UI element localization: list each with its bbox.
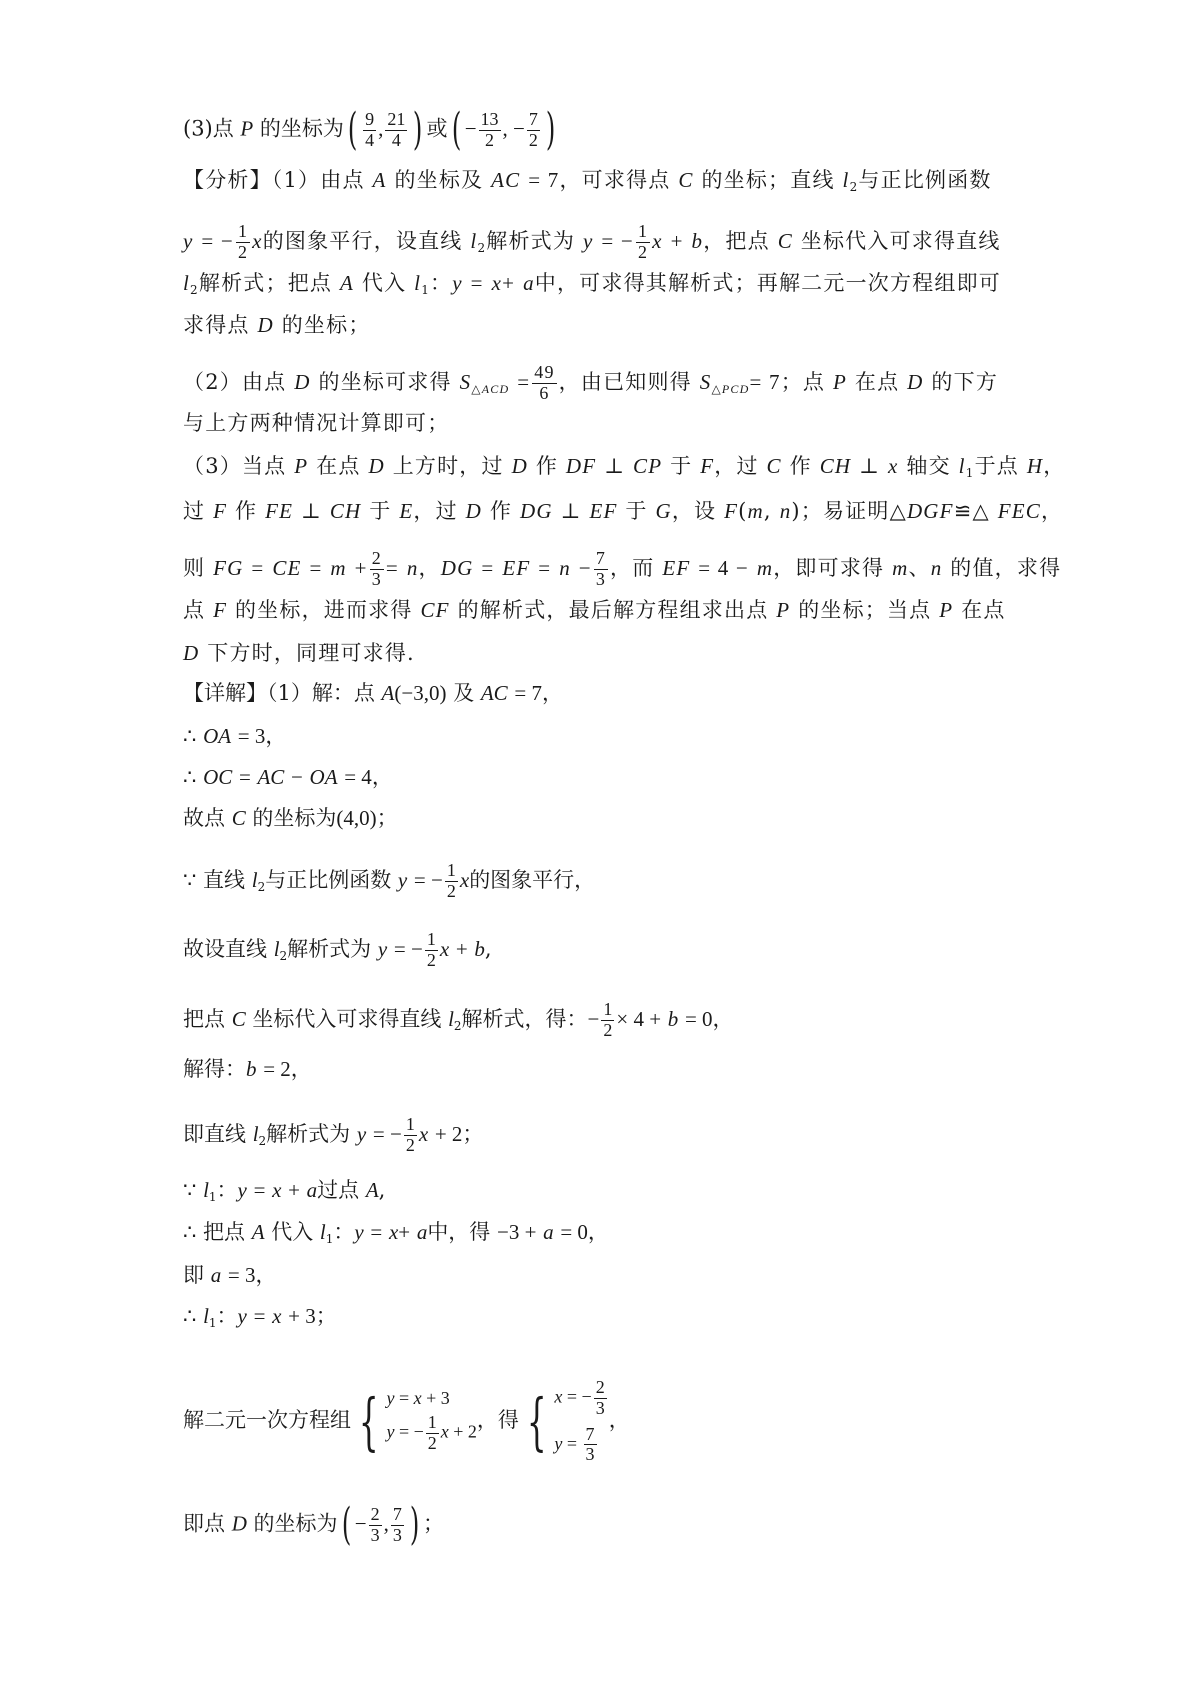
solution-line-4: 故点 C 的坐标为(4,0)； (183, 806, 398, 830)
solution-line-14: 解二元一次方程组 { y = x + 3 y = − $\frac{1}{2}$ x + 2 ，得 { x = − $\frac{2}{3}$ y = $\frac{7}{3}$ ， (183, 1377, 630, 1465)
solution-line-6: 故设直线 $l_2$解析式为 y = − $\frac{1}{2}$ x + b, (183, 929, 492, 970)
solution-line-7: 把点 C 坐标代入可求得直线 $l_2$解析式，得：− $\frac{1}{2}$ × 4 + b = 0， (183, 999, 734, 1040)
solution-line-12: 即 a = 3， (183, 1263, 277, 1287)
analysis-line-11: D 下方时，同理可求得. (183, 641, 415, 665)
solution-line-13: ∴ $l_1$：y = x + 3； (183, 1304, 337, 1330)
analysis-line-4: 求得点 D 的坐标； (183, 313, 371, 337)
solution-line-8: 解得：b = 2， (183, 1057, 312, 1081)
analysis-line-1: 【分析】（1）由点 A 的坐标及 AC = 7，可求得点 C 的坐标；直线 $l_2$与正比例函数 (183, 168, 992, 194)
solution-line-15: 即点 D 的坐标为( − $\frac{2}{3}$ , $\frac{7}{3}$ ) ； (183, 1499, 444, 1550)
solution-line-9: 即直线 $l_2$解析式为 y = − $\frac{1}{2}$ x + 2； (183, 1114, 484, 1155)
solution-line-10: ∵ $l_1$：y = x + a过点 A, (183, 1178, 386, 1204)
analysis-line-8: 过 F 作 FE ⊥ CH 于 E，过 D 作 DG ⊥ EF 于 G，设 F(m, n)；易证明△DGF≌△ FEC， (183, 499, 1064, 523)
solution-line-2: ∴ OA = 3， (183, 724, 287, 748)
analysis-line-2: y = − $\frac{1}{2}$ x的图象平行，设直线 $l_2$解析式为 y = − $\frac{1}{2}$ x + b，把点 C 坐标代入可求得直线 (183, 221, 1001, 262)
analysis-line-6: 与上方两种情况计算即可； (183, 411, 450, 435)
analysis-line-5: （2）由点 D 的坐标可求得 $S_{\triangle ACD}$ = $\frac{49}{6}$ ，由已知则得 $S_{\triangle PCD}= 7$；点 P 在点 D 的下方 (183, 362, 999, 403)
analysis-line-9: 则 FG = CE = m + $\frac{2}{3}$ = n，DG = EF = n − $\frac{7}{3}$ ，而 EF = 4 − m，即可求得 m、n 的值，求得 (183, 548, 1062, 589)
solution-line-11: ∴ 把点 A 代入 $l_1$：y = x+ a中，得 −3 + a = 0， (183, 1220, 609, 1246)
analysis-line-3: $l_2$解析式；把点 A 代入 $l_1$：y = x+ a中，可求得其解析式；再解二元一次方程组即可 (183, 271, 1001, 297)
analysis-line-7: （3）当点 P 在点 D 上方时，过 D 作 DF ⊥ CP 于 F，过 C 作 CH ⊥ x 轴交 $l_1$于点 H， (183, 454, 1066, 480)
answer-3-line: (3)点 P 的坐标为( $\frac{9}{4}$ , $\frac{21}{4}$ ) 或( − $\frac{13}{2}$ , − $\frac{7}{2}$ ) (183, 104, 556, 155)
solution-line-5: ∵ 直线 $l_2$与正比例函数 y = − $\frac{1}{2}$ x的图象平行， (183, 860, 596, 901)
solution-line-1: 【详解】（1）解：点 A(−3,0) 及 AC = 7， (183, 681, 563, 705)
solution-line-3: ∴ OC = AC − OA = 4， (183, 765, 393, 789)
analysis-line-10: 点 F 的坐标，进而求得 CF 的解析式，最后解方程组求出点 P 的坐标；当点 P 在点 (183, 598, 1006, 622)
